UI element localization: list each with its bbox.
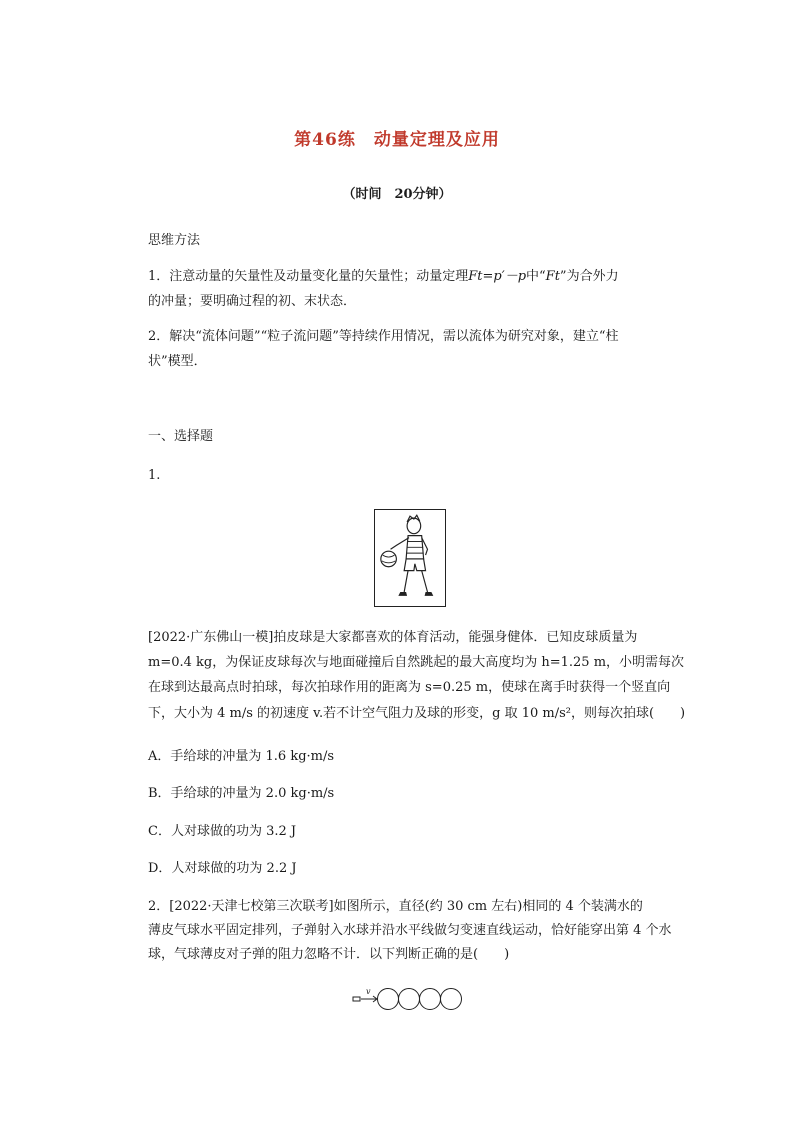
method-item-2-line1: 2．解决“流体问题”“粒子流问题”等持续作用情况，需以流体为研究对象，建立“柱: [148, 329, 619, 344]
method-heading: 思维方法: [148, 233, 201, 248]
question-2-line3: 球，气球薄皮对子弹的阻力忽略不计．以下判断正确的是( ): [148, 947, 510, 962]
method-item-2-line2: 状”模型．: [148, 354, 207, 369]
question-1-number: 1.: [148, 468, 161, 483]
question-1-option-c: C．人对球做的功为 3.2 J: [148, 824, 297, 839]
section-heading: 一、选择题: [148, 429, 214, 444]
method-item-1-line2: 的冲量；要明确过程的初、末状态．: [148, 294, 357, 309]
question-1-option-d: D．人对球做的功为 2.2 J: [148, 861, 297, 876]
method-item-1-text: 1．注意动量的矢量性及动量变化量的矢量性；动量定理: [148, 269, 469, 284]
water-balloons-drawing: [352, 986, 477, 1012]
question-1-line1: [2022·广东佛山一模]拍皮球是大家都喜欢的体育活动，能强身健体．已知皮球质量为: [148, 630, 638, 645]
water-balloons-figure: [352, 986, 477, 1012]
method-item-1-text-c: ”为合外力: [559, 269, 619, 284]
question-1-option-a: A．手给球的冲量为 1.6 kg·m/s: [148, 749, 335, 764]
boy-bouncing-ball-drawing: [375, 510, 445, 606]
velocity-label: v: [366, 987, 371, 996]
page-title: 第46练 动量定理及应用: [294, 130, 500, 150]
question-1-line3: 在球到达最高点时拍球，每次拍球作用的距离为 s=0.25 m，使球在离手时获得一个竖直向: [148, 680, 671, 695]
impulse-symbol: Ft: [545, 269, 560, 284]
method-item-1: [148, 267, 619, 287]
time-limit: （时间 20分钟）: [342, 187, 452, 202]
question-1-line4: 下，大小为 4 m/s 的初速度 v.若不计空气阻力及球的形变，g 取 10 m/s²，则每次拍球( ): [148, 706, 686, 721]
boy-bouncing-ball-figure: [374, 509, 446, 607]
momentum-formula: Ft=p′－p: [468, 269, 527, 284]
question-1-line2: m=0.4 kg，为保证皮球每次与地面碰撞后自然跳起的最大高度均为 h=1.25 m，小明需每次: [148, 655, 685, 670]
question-1-option-b: B．手给球的冲量为 2.0 kg·m/s: [148, 786, 335, 801]
question-2-line2: 薄皮气球水平固定排列，子弹射入水球并沿水平线做匀变速直线运动，恰好能穿出第 4 个水: [148, 923, 672, 938]
question-2-line1: 2．[2022·天津七校第三次联考]如图所示，直径(约 30 cm 左右)相同的 4 个装满水的: [148, 899, 643, 914]
method-item-1-text-b: 中“: [526, 269, 546, 284]
